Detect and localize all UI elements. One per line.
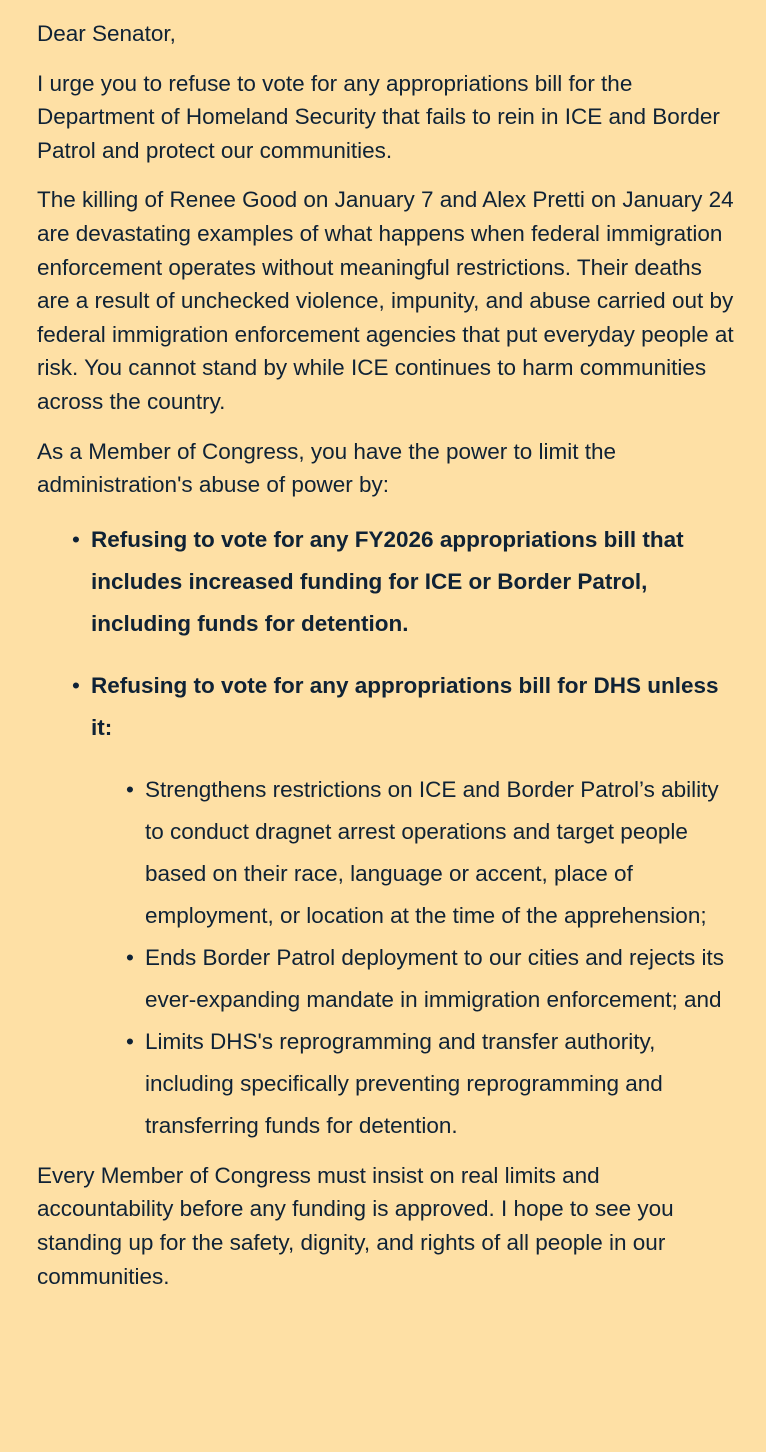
closing-paragraph: Every Member of Congress must insist on real limits and accountability before any funding is approved. I hope to see you standing up for the safety, dignity, and rights of all people in our communities. bbox=[37, 1162, 674, 1289]
condition-text: Ends Border Patrol deployment to our cities and rejects its ever-expanding mandate in immigration enforcement; and bbox=[145, 944, 725, 1012]
action-text: Refusing to vote for any FY2026 appropriations bill that includes increased funding for ICE or Border Patrol, including funds for detention. bbox=[91, 526, 684, 636]
action-list bbox=[37, 519, 736, 1147]
bullet-icon: • bbox=[126, 944, 134, 970]
conditions-list bbox=[91, 769, 736, 1147]
condition-text: Strengthens restrictions on ICE and Border Patrol’s ability to conduct dragnet arrest operations and target people based on their race, language or accent, place of employment, or location at the time of the apprehension; bbox=[145, 776, 719, 928]
condition-item-deployment bbox=[126, 937, 736, 1021]
greeting: Dear Senator, bbox=[37, 21, 176, 46]
action-item-dhs bbox=[72, 665, 736, 1147]
condition-item-reprogramming bbox=[126, 1021, 736, 1147]
condition-text: Limits DHS's reprogramming and transfer authority, including specifically preventing reprogramming and transferring funds for detention. bbox=[145, 1028, 663, 1138]
condition-item-restrictions bbox=[126, 769, 736, 937]
power-paragraph: As a Member of Congress, you have the power to limit the administration's abuse of power by: bbox=[37, 438, 617, 498]
bullet-icon: • bbox=[126, 1028, 134, 1054]
context-paragraph: The killing of Renee Good on January 7 and Alex Pretti on January 24 are devastating examples of what happens when federal immigration enforcement operates without meaningful restrictions. Their deaths are a result of unchecked violence, impunity, and abuse carried out by federal immigration enforcement agencies that put everyday people at risk. You cannot stand by while ICE continues to harm communities across the country. bbox=[37, 187, 734, 414]
bullet-icon: • bbox=[72, 526, 80, 552]
bullet-icon: • bbox=[126, 776, 134, 802]
bullet-icon: • bbox=[72, 672, 80, 698]
intro-paragraph: I urge you to refuse to vote for any appropriations bill for the Department of Homeland Security that fails to rein in ICE and Border Patrol and protect our communities. bbox=[37, 70, 720, 163]
action-item-fy2026 bbox=[72, 519, 736, 645]
action-text: Refusing to vote for any appropriations bill for DHS unless it: bbox=[91, 672, 719, 740]
